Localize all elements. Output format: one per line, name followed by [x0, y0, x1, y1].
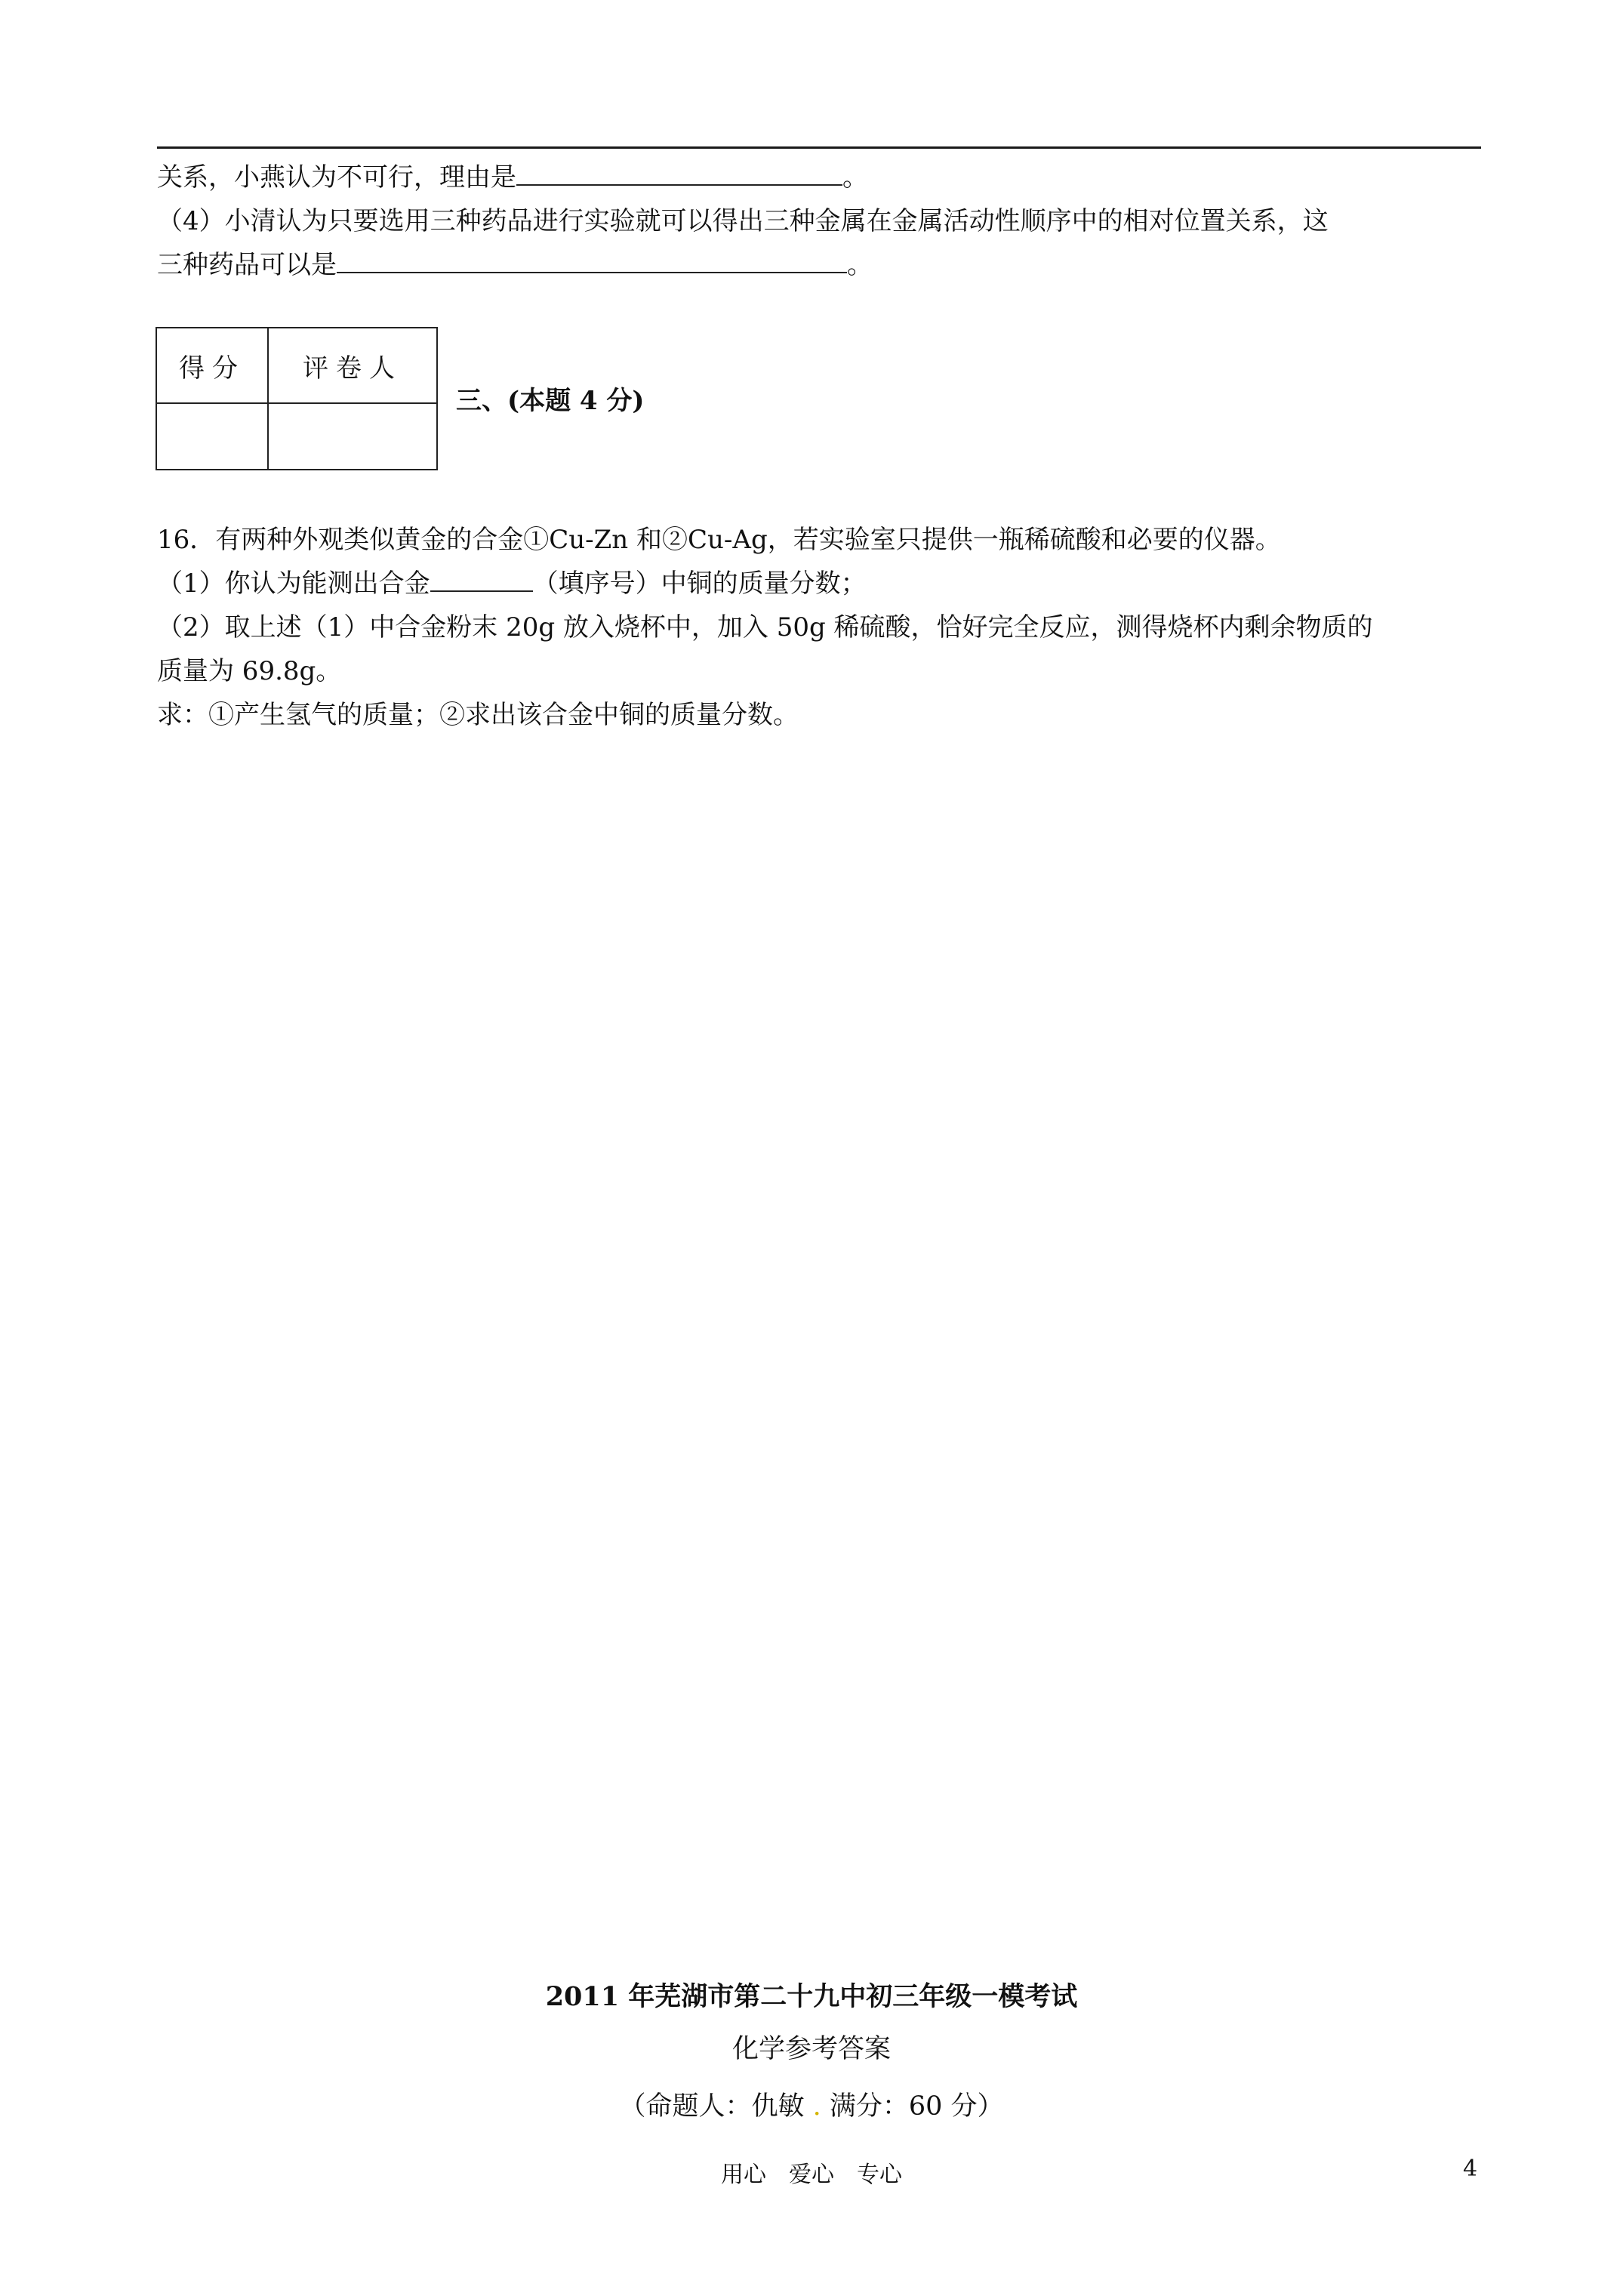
answer-blank-reagents: [337, 249, 847, 273]
header-rule: [157, 146, 1481, 149]
author-dot: .: [812, 2091, 821, 2122]
q16-part1: （1）你认为能测出合金 （填序号）中铜的质量分数；: [157, 569, 867, 599]
page-number: 4: [1463, 2156, 1478, 2182]
score-cell: [156, 403, 268, 470]
answer-blank-reason: [516, 162, 842, 186]
q16-part2: （2）取上述（1）中合金粉末 20g 放入烧杯中，加入 50g 稀硫酸，恰好完全反应，测得烧杯内剩余物质的: [157, 612, 1373, 643]
grader-cell: [268, 403, 437, 470]
q16-stem: 16．有两种外观类似黄金的合金①Cu-Zn 和②Cu-Ag，若实验室只提供一瓶稀硫酸和必要的仪器。: [157, 525, 1281, 555]
q16-part2-cont: 质量为 69.8g。: [157, 656, 342, 686]
q15-part4-line2: 三种药品可以是 。: [157, 250, 873, 280]
q16-ask: 求：①产生氢气的质量；②求出该合金中铜的质量分数。: [157, 700, 799, 730]
q15-part4-line: （4）小清认为只要选用三种药品进行实验就可以得出三种金属在金属活动性顺序中的相对位置关系，这: [157, 206, 1329, 236]
score-table: [156, 327, 438, 470]
score-header: 得分: [156, 328, 268, 403]
answer-author-line: （命题人：仇敏 . 满分：60 分）: [619, 2091, 1004, 2122]
grader-header: 评卷人: [268, 328, 437, 403]
answer-title: 2011 年芜湖市第二十九中初三年级一模考试: [545, 1981, 1078, 2012]
q15-line-reason: 关系，小燕认为不可行，理由是 。: [157, 162, 868, 193]
answer-blank-alloy: [430, 568, 533, 592]
section-title: 三、(本题 4 分): [456, 386, 645, 416]
footer-motto: 用心 爱心 专心: [721, 2162, 902, 2188]
answer-subtitle: 化学参考答案: [731, 2034, 891, 2064]
